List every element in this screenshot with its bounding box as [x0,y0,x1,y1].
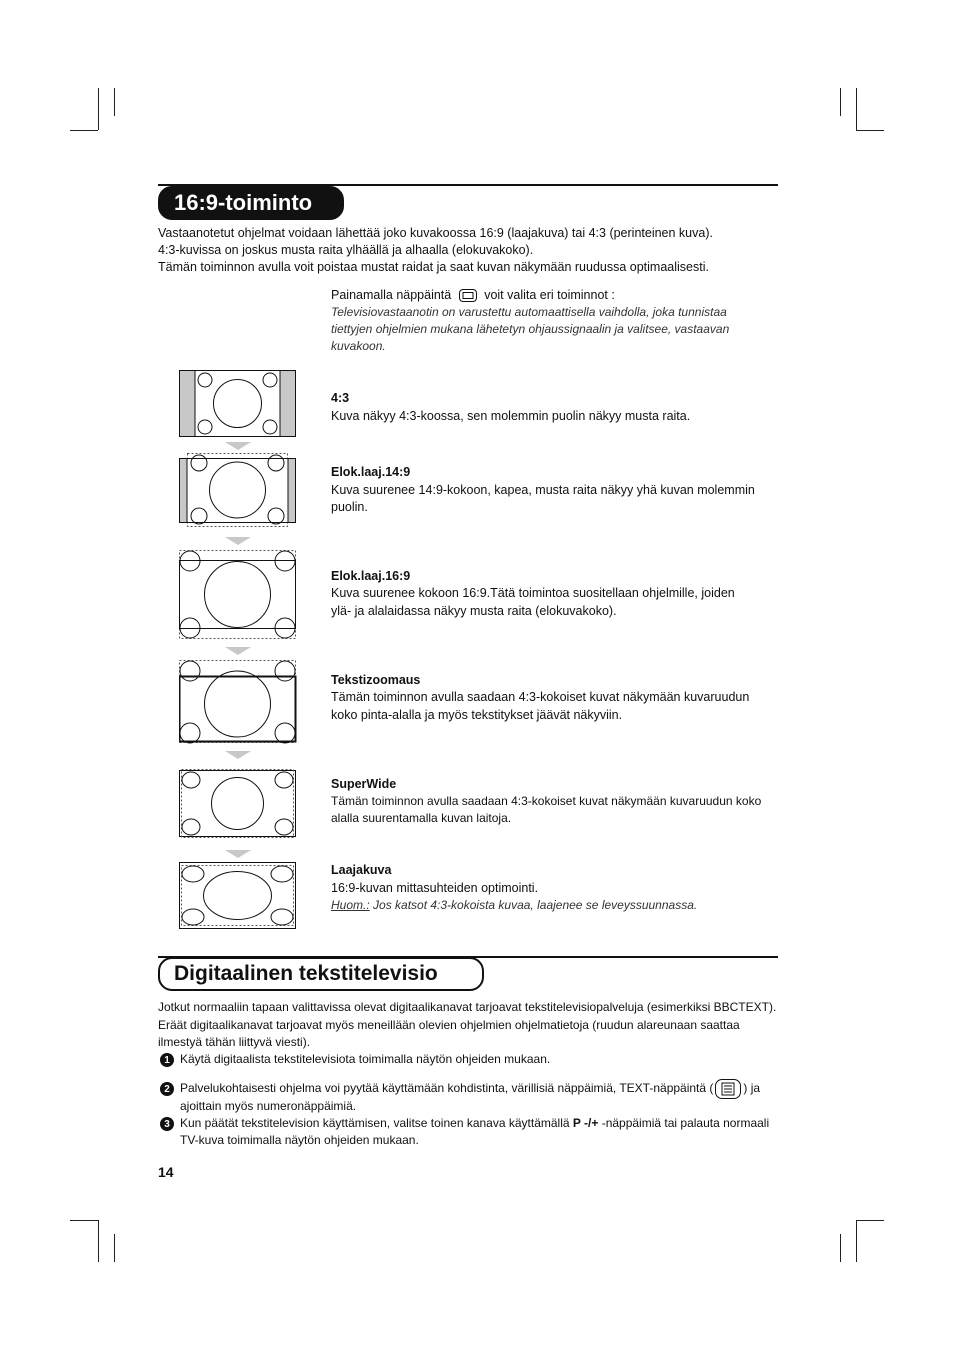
section2-intro-1: Jotkut normaaliin tapaan valittavissa olevat digitaalikanavat tarjoavat tekstitelevisiopalveluja (esimerkiksi BBCTEXT). [158,1000,777,1014]
step-1-text: Käytä digitaalista tekstitelevisiota toimimalla näytön ohjeiden mukaan. [180,1052,551,1066]
mode-subtitle-zoom-desc-2: koko pinta-alalla ja myös tekstitykset jäävät näkyviin. [331,708,623,722]
section-title-16-9: 16:9-toiminto [158,186,344,220]
step-2-badge: 2 [160,1082,174,1096]
section-title-digital-teletext: Digitaalinen tekstitelevisio [158,957,484,991]
mode-subtitle-zoom-title: Tekstizoomaus [331,673,421,687]
subtitle-zoom-diagram [179,660,297,744]
mode-14-9-desc-1: Kuva suurenee 14:9-kokoon, kapea, musta raita näkyy yhä kuvan molemmin [331,483,755,497]
mode-14-9-title: Elok.laaj.14:9 [331,465,411,479]
section2-intro-2: Eräät digitaalikanavat tarjoavat myös meneillään olevien ohjelmien ohjelmatietoja (ruudun alareunaan saattaa [158,1018,740,1032]
text-button-icon [715,1079,741,1099]
format-16-9-diagram [179,550,297,640]
step-2-text-2: ajoittain myös numeronäppäimiä. [180,1099,357,1113]
superwide-diagram [179,769,297,839]
widescreen-note: Huom.: Jos katsot 4:3-kokoista kuvaa, laajenee se leveyssuunnassa. [331,898,698,912]
format-4-3-diagram [179,370,297,438]
mode-4-3-desc: Kuva näkyy 4:3-koossa, sen molemmin puolin näkyy musta raita. [331,409,691,423]
auto-switch-note-2: tiettyjen ohjelmien mukana lähetetyn ohjaussignaalin ja valitsee, vastaavan [331,322,730,336]
mode-16-9-desc-2: ylä- ja alalaidassa näkyy musta raita (elokuvakoko). [331,604,617,618]
press-instruction: Painamalla näppäintä voit valita eri toiminnot : [331,288,615,302]
widescreen-diagram [179,862,297,930]
section1-intro-1: Vastaanotetut ohjelmat voidaan lähettää joko kuvakoossa 16:9 (laajakuva) tai 4:3 (perinteinen kuva). [158,226,713,240]
step-3-badge: 3 [160,1117,174,1131]
mode-widescreen-desc: 16:9-kuvan mittasuhteiden optimointi. [331,881,539,895]
mode-14-9-desc-2: puolin. [331,500,368,514]
format-button-icon [459,289,477,302]
auto-switch-note-3: kuvakoon. [331,339,386,353]
step-1-badge: 1 [160,1053,174,1067]
section1-intro-3: Tämän toiminnon avulla voit poistaa mustat raidat ja saat kuvan näkymään ruudussa optimaalisesti. [158,260,709,274]
step-3-text-2: TV-kuva toimimalla näytön ohjeiden mukaan. [180,1133,419,1147]
mode-16-9-title: Elok.laaj.16:9 [331,569,411,583]
mode-subtitle-zoom-desc-1: Tämän toiminnon avulla saadaan 4:3-kokoiset kuvat näkymään kuvaruudun [331,690,750,704]
mode-widescreen-title: Laajakuva [331,863,392,877]
section1-intro-2: 4:3-kuvissa on joskus musta raita ylhäällä ja alhaalla (elokuvakoko). [158,243,534,257]
mode-superwide-title: SuperWide [331,777,397,791]
step-2-text-1: Palvelukohtaisesti ohjelma voi pyytää käyttämään kohdistinta, värillisiä näppäimiä, TEXT-näppäintä ( ) ja [180,1077,760,1099]
mode-4-3-title: 4:3 [331,391,350,405]
mode-16-9-desc-1: Kuva suurenee kokoon 16:9.Tätä toimintoa suositellaan ohjelmille, joiden [331,586,735,600]
section2-intro-3: ilmestyä tähän liittyvä viesti). [158,1035,311,1049]
page-number: 14 [158,1164,174,1180]
format-14-9-diagram [179,453,297,527]
mode-superwide-desc-1: Tämän toiminnon avulla saadaan 4:3-kokoiset kuvat näkymään kuvaruudun koko [331,794,762,808]
auto-switch-note-1: Televisiovastaanotin on varustettu automaattisella vaihdolla, joka tunnistaa [331,305,727,319]
mode-superwide-desc-2: alalla suurentamalla kuvan laitoja. [331,811,512,825]
step-3-text-1: Kun päätät tekstitelevision käyttämisen, valitse toinen kanava käyttämällä P -/+ -näppäimiä tai palauta normaali [180,1116,770,1130]
